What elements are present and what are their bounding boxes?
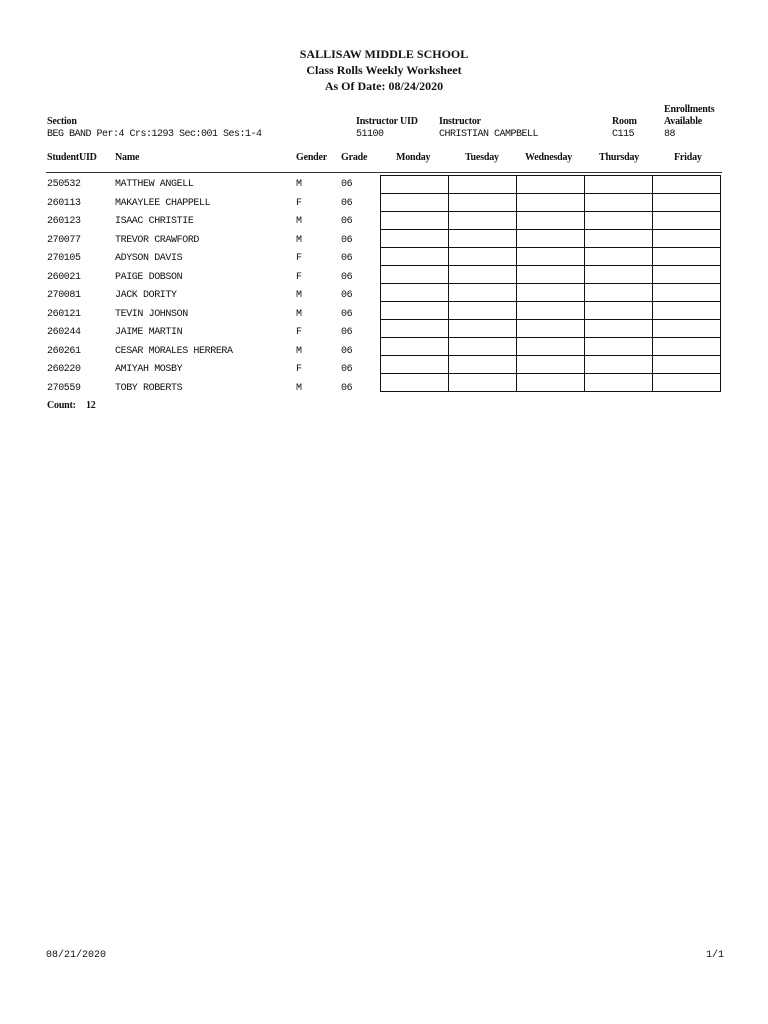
student-grade: 06 (341, 179, 353, 190)
student-grade: 06 (341, 382, 353, 394)
col-header-name: Name (115, 152, 140, 163)
attendance-row (381, 194, 721, 212)
student-gender: M (296, 234, 302, 246)
attendance-cell-fri[interactable] (653, 212, 721, 230)
attendance-cell-thu[interactable] (585, 176, 653, 194)
student-name: AMIYAH MOSBY (115, 364, 183, 375)
student-grade: 06 (341, 234, 353, 246)
attendance-cell-fri[interactable] (653, 266, 721, 284)
attendance-cell-thu[interactable] (585, 284, 653, 302)
attendance-cell-fri[interactable] (653, 374, 721, 392)
attendance-cell-tue[interactable] (449, 338, 517, 356)
attendance-row (381, 374, 721, 392)
footer-date: 08/21/2020 (46, 950, 107, 961)
student-gender: F (296, 197, 302, 209)
footer-page: 1/1 (706, 950, 725, 961)
student-uid: 270559 (47, 382, 81, 394)
attendance-cell-mon[interactable] (381, 266, 449, 284)
attendance-row (381, 176, 721, 194)
attendance-cell-thu[interactable] (585, 194, 653, 212)
attendance-cell-fri[interactable] (653, 248, 721, 266)
col-header-tuesday: Tuesday (465, 152, 499, 163)
student-gender: M (296, 216, 302, 227)
attendance-cell-tue[interactable] (449, 266, 517, 284)
report-title: Class Rolls Weekly Worksheet (306, 63, 462, 77)
attendance-cell-fri[interactable] (653, 230, 721, 248)
student-grade: 06 (341, 253, 353, 264)
student-uid: 260123 (47, 216, 81, 227)
student-name: CESAR MORALES HERRERA (115, 345, 233, 357)
attendance-cell-wed[interactable] (517, 320, 585, 338)
count-label: Count: (47, 400, 76, 411)
attendance-cell-tue[interactable] (449, 176, 517, 194)
student-name: TEVIN JOHNSON (115, 308, 188, 320)
student-uid: 270081 (47, 290, 81, 301)
enrollments-label: Enrollments (664, 104, 715, 115)
attendance-cell-tue[interactable] (449, 212, 517, 230)
school-name: SALLISAW MIDDLE SCHOOL (299, 47, 469, 61)
student-name: MATTHEW ANGELL (115, 179, 194, 190)
student-name: ADYSON DAVIS (115, 253, 183, 264)
attendance-cell-wed[interactable] (517, 338, 585, 356)
attendance-cell-tue[interactable] (449, 356, 517, 374)
section-label: Section (47, 116, 77, 127)
attendance-cell-mon[interactable] (381, 302, 449, 320)
attendance-cell-mon[interactable] (381, 176, 449, 194)
attendance-cell-fri[interactable] (653, 338, 721, 356)
col-header-monday: Monday (396, 152, 431, 163)
attendance-row (381, 230, 721, 248)
col-header-friday: Friday (674, 152, 702, 163)
student-grade: 06 (341, 197, 353, 209)
attendance-cell-wed[interactable] (517, 302, 585, 320)
attendance-row (381, 266, 721, 284)
attendance-row (381, 356, 721, 374)
student-grade: 06 (341, 327, 353, 338)
attendance-cell-mon[interactable] (381, 212, 449, 230)
attendance-cell-tue[interactable] (449, 374, 517, 392)
student-grade: 06 (341, 345, 353, 357)
student-uid: 250532 (47, 179, 81, 190)
student-gender: M (296, 179, 302, 190)
col-header-grade: Grade (341, 152, 368, 163)
section-value: BEG BAND Per:4 Crs:1293 Sec:001 Ses:1-4 (47, 129, 262, 140)
student-grade: 06 (341, 290, 353, 301)
student-name: JACK DORITY (115, 290, 177, 301)
attendance-cell-mon[interactable] (381, 230, 449, 248)
student-gender: F (296, 253, 302, 264)
student-gender: F (296, 364, 302, 375)
attendance-cell-tue[interactable] (449, 302, 517, 320)
col-header-thursday: Thursday (599, 152, 640, 163)
attendance-cell-mon[interactable] (381, 248, 449, 266)
student-name: TOBY ROBERTS (115, 382, 183, 394)
student-gender: M (296, 290, 302, 301)
student-gender: F (296, 271, 302, 283)
attendance-row (381, 302, 721, 320)
attendance-cell-fri[interactable] (653, 176, 721, 194)
room-value: C115 (612, 129, 635, 140)
student-uid: 260113 (47, 197, 81, 209)
attendance-cell-mon[interactable] (381, 320, 449, 338)
attendance-cell-thu[interactable] (585, 374, 653, 392)
attendance-cell-fri[interactable] (653, 284, 721, 302)
student-uid: 260261 (47, 345, 81, 357)
student-grade: 06 (341, 271, 353, 283)
attendance-cell-wed[interactable] (517, 284, 585, 302)
attendance-cell-fri[interactable] (653, 320, 721, 338)
attendance-cell-thu[interactable] (585, 248, 653, 266)
student-name: JAIME MARTIN (115, 327, 183, 338)
student-grade: 06 (341, 216, 353, 227)
attendance-cell-wed[interactable] (517, 176, 585, 194)
attendance-cell-mon[interactable] (381, 284, 449, 302)
student-grade: 06 (341, 364, 353, 375)
attendance-cell-mon[interactable] (381, 356, 449, 374)
student-grade: 06 (341, 308, 353, 320)
attendance-cell-thu[interactable] (585, 212, 653, 230)
attendance-cell-tue[interactable] (449, 194, 517, 212)
attendance-cell-mon[interactable] (381, 194, 449, 212)
attendance-cell-tue[interactable] (449, 230, 517, 248)
attendance-grid (380, 175, 721, 392)
attendance-cell-thu[interactable] (585, 338, 653, 356)
attendance-cell-thu[interactable] (585, 266, 653, 284)
student-uid: 270077 (47, 234, 81, 246)
attendance-cell-fri[interactable] (653, 194, 721, 212)
attendance-cell-wed[interactable] (517, 248, 585, 266)
student-uid: 260021 (47, 271, 81, 283)
as-of-date: As Of Date: 08/24/2020 (324, 79, 444, 93)
attendance-cell-wed[interactable] (517, 356, 585, 374)
attendance-cell-tue[interactable] (449, 284, 517, 302)
student-uid: 270105 (47, 253, 81, 264)
col-header-gender: Gender (296, 152, 328, 163)
student-uid: 260220 (47, 364, 81, 375)
student-name: TREVOR CRAWFORD (115, 234, 200, 246)
attendance-cell-wed[interactable] (517, 194, 585, 212)
instructor-uid-label: Instructor UID (356, 116, 418, 127)
attendance-cell-fri[interactable] (653, 356, 721, 374)
attendance-row (381, 338, 721, 356)
attendance-row (381, 320, 721, 338)
attendance-cell-thu[interactable] (585, 320, 653, 338)
attendance-cell-wed[interactable] (517, 374, 585, 392)
attendance-row (381, 212, 721, 230)
count-value: 12 (86, 400, 96, 411)
instructor-value: CHRISTIAN CAMPBELL (439, 129, 539, 140)
attendance-cell-thu[interactable] (585, 356, 653, 374)
attendance-cell-wed[interactable] (517, 266, 585, 284)
col-header-wednesday: Wednesday (525, 152, 573, 163)
attendance-cell-mon[interactable] (381, 338, 449, 356)
attendance-cell-mon[interactable] (381, 374, 449, 392)
attendance-cell-thu[interactable] (585, 302, 653, 320)
student-name: MAKAYLEE CHAPPELL (115, 197, 211, 209)
student-uid: 260121 (47, 308, 81, 320)
attendance-cell-wed[interactable] (517, 230, 585, 248)
attendance-cell-wed[interactable] (517, 212, 585, 230)
student-name: ISAAC CHRISTIE (115, 216, 194, 227)
student-name: PAIGE DOBSON (115, 271, 183, 283)
attendance-cell-tue[interactable] (449, 320, 517, 338)
student-gender: M (296, 345, 302, 357)
attendance-cell-thu[interactable] (585, 230, 653, 248)
student-gender: M (296, 382, 302, 394)
attendance-cell-fri[interactable] (653, 302, 721, 320)
attendance-row (381, 284, 721, 302)
student-uid: 260244 (47, 327, 81, 338)
header-divider (46, 172, 722, 173)
room-label: Room (612, 116, 637, 127)
available-label: Available (664, 116, 703, 127)
instructor-label: Instructor (439, 116, 481, 127)
attendance-cell-tue[interactable] (449, 248, 517, 266)
col-header-uid: StudentUID (47, 152, 97, 163)
student-gender: F (296, 327, 302, 338)
student-gender: M (296, 308, 302, 320)
instructor-uid-value: 51100 (356, 129, 384, 140)
enrollments-available-value: 88 (664, 129, 676, 140)
attendance-row (381, 248, 721, 266)
